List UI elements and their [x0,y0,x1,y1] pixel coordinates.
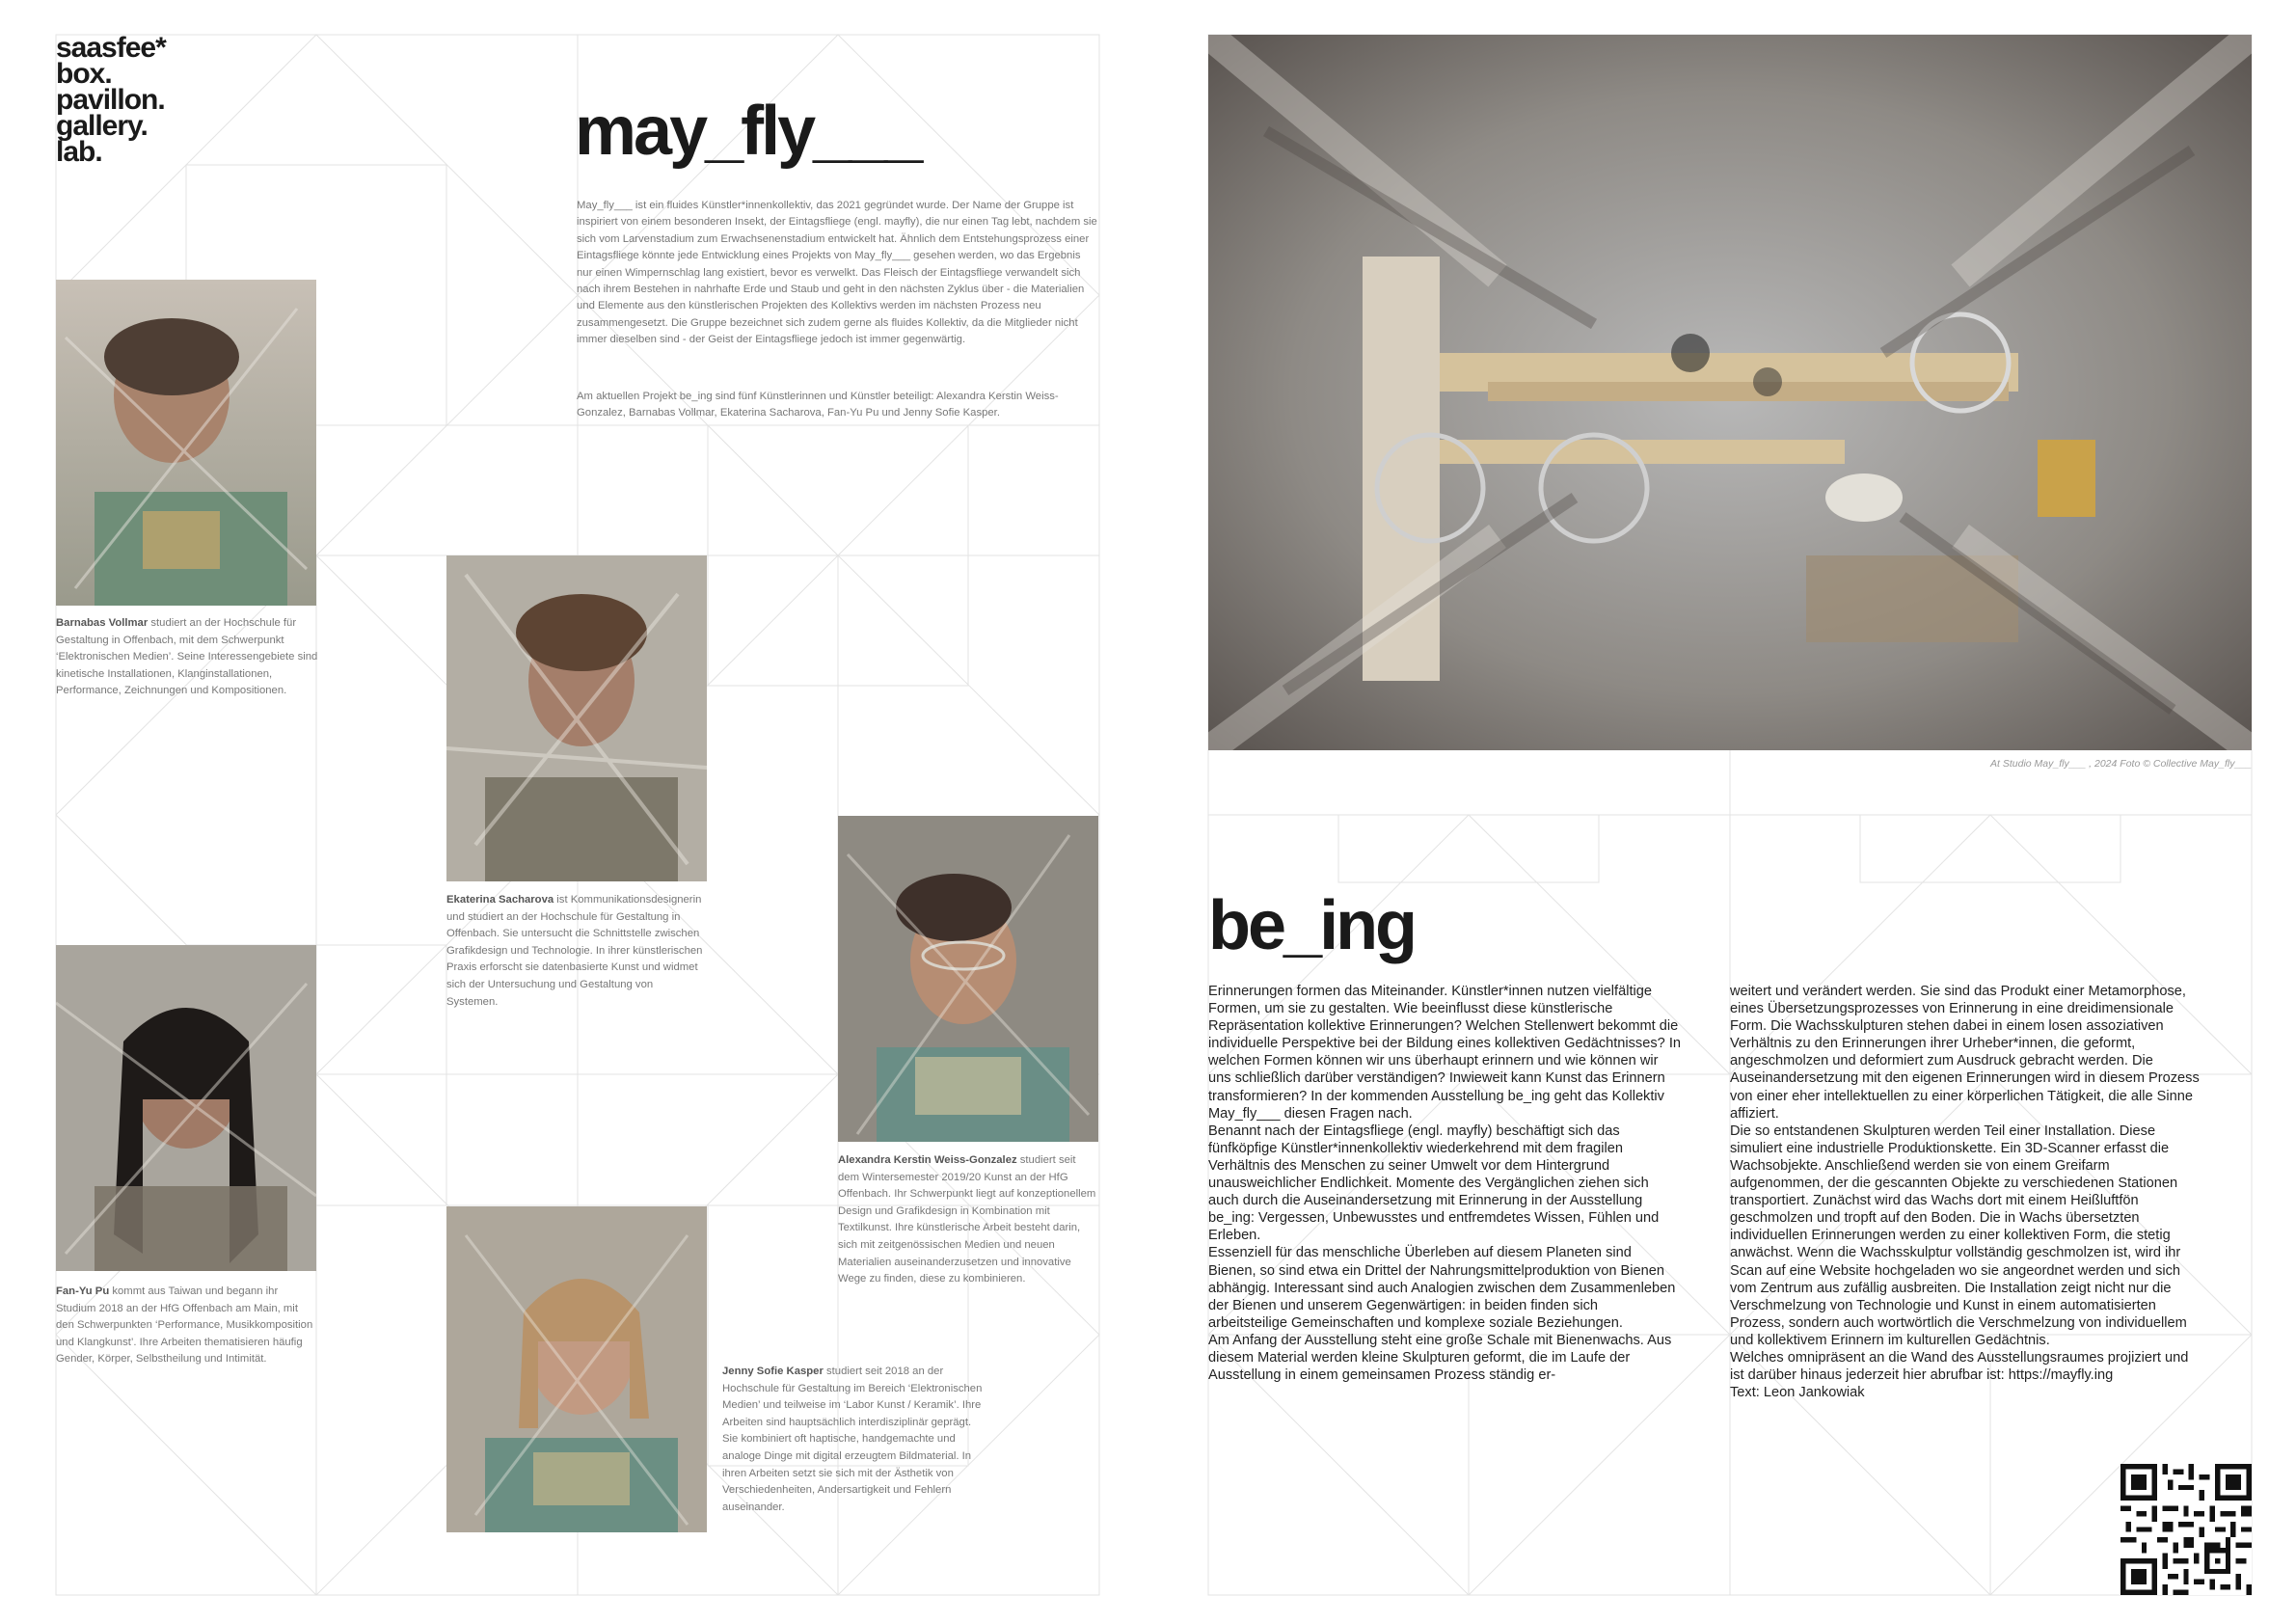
artist-bio: ist Kommunikationsdesignerin und studiert an der Hochschule für Gestaltung in Offenbach. Sie untersucht die Schnittstelle zwischen Grafikdesign und Technologie. In ihrer künstlerischen Praxis erforscht sie datenbasierte Kunst und widmet sich der Untersuchung und Gestaltung von Systemen. [446,894,703,1008]
paragraph: Welches omnipräsent an die Wand des Ausstellungsraumes projiziert und ist darüber hinaus jederzeit hier abrufbar ist: https://mayfly.ing [1730,1349,2189,1384]
logo-line: gallery. [56,110,148,142]
logo-line: lab. [56,136,102,168]
right-page [1148,0,2296,1623]
artist-bio: studiert seit dem Wintersemester 2019/20 Kunst an der HfG Offenbach. Ihr Schwerpunkt liegt auf konzeptionellem Design und Grafikdesign in Kombination mit Textilkunst. Ihre künstlerische Arbeit besteht darin, sich mit zeitgenössischen Medien und neuen Materialien auseinanderzusetzen und innovative Wege zu finden, diese zu kombinieren. [838,1154,1096,1285]
bio-ekaterina-sacharova [446,892,707,1011]
paragraph: Am Anfang der Ausstellung steht eine große Schale mit Bienenwachs. Aus diesem Material werden kleine Skulpturen geformt, die im Laufe der Ausstellung in einem gemeinsamen Prozess ständig er- [1208,1332,1672,1384]
artist-name: Alexandra Kerstin Weiss-Gonzalez [838,1154,1017,1166]
artist-bio: studiert an der Hochschule für Gestaltung in Offenbach, mit dem Schwerpunkt ‘Elektronischen Medien’. Seine Interessengebiete sind kinetische Installationen, Klanginstallationen, Performance, Zeichnungen und Kompositionen. [56,617,318,697]
collective-title: may_fly___ [575,93,921,170]
intro-paragraph: May_fly___ ist ein fluides Künstler*innenkollektiv, das 2021 gegründet wurde. Der Name der Gruppe ist inspiriert von einem besonderen Insekt, der Eintagsfliege (engl. mayfly), die nur einen Tag lebt, nachdem sie sich vom Larvenstadium zum Erwachsenenstadium entwickelt hat. Ähnlich dem Entstehungsprozess einer Eintagsfliege könnte jede Entwicklung eines Projekts von May_fly___ gesehen werden, wo das Ergebnis nur einen Wimpernschlag lang existiert, bevor es verwelkt. Das Fleisch der Eintagsfliege verwandelt sich nach ihrem Bestehen in nahrhafte Erde und Staub und geht in den nächsten Zyklus über - die Materialien und Elemente aus den künstlerischen Projekten des Kollektivs werden im nächsten Prozess neu zusammengesetzt. Die Gruppe bezeichnet sich zudem gerne als fluides Kollektiv, da die Mitglieder nicht immer dieselben sind - der Geist der Eintagsfliege jedoch ist immer gegenwärtig. [577,200,1097,346]
bio-alexandra-weiss-gonzalez [838,1152,1098,1288]
logo-line: saasfee* [56,32,166,64]
artist-name: Ekaterina Sacharova [446,894,554,906]
studio-photo [1208,35,2252,750]
exhibition-title: be_ing [1208,887,1416,964]
paragraph: Erinnerungen formen das Miteinander. Künstler*innen nutzen vielfältige Formen, um sie zu gestalten. Wie beeinflusst diese künstlerische Repräsentation kollektive Erinnerungen? Welchen Stellenwert bekommt die individuelle Perspektive bei der Bildung eines kollektiven Gedächtnisses? In welchen Formen können wir uns überhaupt erinnern und wie können wir uns schließlich darüber verständigen? Inwieweit kann Kunst das Erinnern transformieren? In der kommenden Ausstellung be_ing geht das Kollektiv May_fly___ diesen Fragen nach. [1208,984,1681,1122]
bio-barnabas-vollmar [56,615,331,700]
portrait-barnabas-vollmar [56,280,316,606]
bio-jenny-sofie-kasper [722,1364,983,1516]
portrait-fan-yu-pu [56,945,316,1271]
paragraph: weitert und verändert werden. Sie sind das Produkt einer Metamorphose, eines Übersetzungsprozesses von Erinnerung in eine dreidimensionale Form. Die Wachsskulpturen stehen dabei in einem losen assoziativen Verhältnis zu den Erinnerungen ihrer Urheber*innen, die geformt, angeschmolzen und deformiert zum Ausdruck gebracht werden. Die Auseinandersetzung mit den eigenen Erinnerungen wird in diesem Prozess von einer eher intellektuellen zu einer körperlichen Tätigkeit, die alle Sinne affiziert. [1730,984,2200,1122]
portrait-ekaterina-sacharova [446,555,707,881]
author-credit: Text: Leon Jankowiak [1730,1385,1865,1401]
artist-bio: kommt aus Taiwan und begann ihr Studium 2018 an der HfG Offenbach am Main, mit den Schwerpunkten ‘Performance, Musikkomposition und Klangkunst’. Ihre Arbeiten thematisieren häufig Gender, Körper, Selbstheilung und Intimität. [56,1285,313,1366]
portrait-alexandra-weiss-gonzalez [838,816,1098,1142]
text-column-1 [1208,983,1681,1384]
intro-participants: Am aktuellen Projekt be_ing sind fünf Künstlerinnen und Künstler beteiligt: Alexandra Kerstin Weiss-Gonzalez, Barnabas Vollmar, Ekaterina Sacharova, Fan-Yu Pu und Jenny Sofie Kasper. [577,391,1059,419]
artist-bio: studiert seit 2018 an der Hochschule für Gestaltung im Bereich ‘Elektronischen Medien’ und teilweise im ‘Labor Kunst / Keramik’. Ihre Arbeiten sind hauptsächlich interdisziplinär geprägt. Sie kombiniert oft haptische, handgemachte und analoge Dinge mit digital erzeugtem Bildmaterial. In ihren Arbeiten setzt sie sich mit der Ästhetik von Verschiedenheiten, Andersartigkeit und Fehlern auseinander. [722,1366,983,1513]
logo-line: box. [56,58,112,90]
artist-name: Fan-Yu Pu [56,1285,110,1297]
artist-name: Barnabas Vollmar [56,617,149,629]
text-column-2 [1730,983,2202,1401]
logo-line: pavillon. [56,84,165,116]
artist-name: Jenny Sofie Kasper [722,1366,824,1377]
paragraph: Benannt nach der Eintagsfliege (engl. mayfly) beschäftigt sich das fünfköpfige Künstler*innenkollektiv wiederkehrend mit dem fragilen Verhältnis des Menschen zu seiner Umwelt vor dem Hintergrund unausweichlicher Endlichkeit. Momente des Vergänglichen ziehen sich auch durch die Auseinandersetzung mit Erinnerung in der Ausstellung be_ing: Vergessen, Unbewusstes und entfremdetes Wissen, Fühlen und Erleben. [1208,1123,1660,1244]
paragraph: Essenziell für das menschliche Überleben auf diesem Planeten sind Bienen, so sind etwa ein Drittel der Nahrungsmittelproduktion von Bienen abhängig. Interessant sind auch Analogien zwischen dem Zusammenleben der Bienen und unserem Gegenwärtigen: in beiden finden sich arbeitsteilige Gemeinschaften und komplexe soziale Beziehungen. [1208,1245,1676,1331]
portrait-jenny-sofie-kasper [446,1206,707,1532]
gallery-logo [56,32,166,168]
paragraph: Die so entstandenen Skulpturen werden Teil einer Installation. Diese simuliert eine industrielle Produktionskette. Ein 3D-Scanner erfasst die Wachsobjekte. Anschließend werden sie von einem Greifarm aufgenommen, der die gescannten Objekte zu verschiedenen Stationen transportiert. Zunächst wird das Wachs dort mit einem Heißluftfön geschmolzen und tropft auf den Boden. Die in Wachs übersetzten individuellen Erinnerungen werden zu einer kollektiven Form, die stetig anwächst. Wenn die Wachsskulptur vollständig geschmolzen ist, wird ihr Scan auf eine Website hochgeladen wo sie angeordnet werden und sich vom Zentrum aus zufällig ausbreiten. Die Installation zeigt nicht nur die Verschmelzung von Technologie und Kunst in einem automatisierten Prozess, sondern auch wortwörtlich die Verschmelzung von individuellem und kollektivem Erinnern im kulturellen Gedächtnis. [1730,1123,2187,1348]
qr-code[interactable] [2120,1464,2252,1595]
bio-fan-yu-pu [56,1284,316,1368]
photo-caption: At Studio May_fly___ , 2024 Foto © Collective May_fly___ [1990,758,2252,770]
